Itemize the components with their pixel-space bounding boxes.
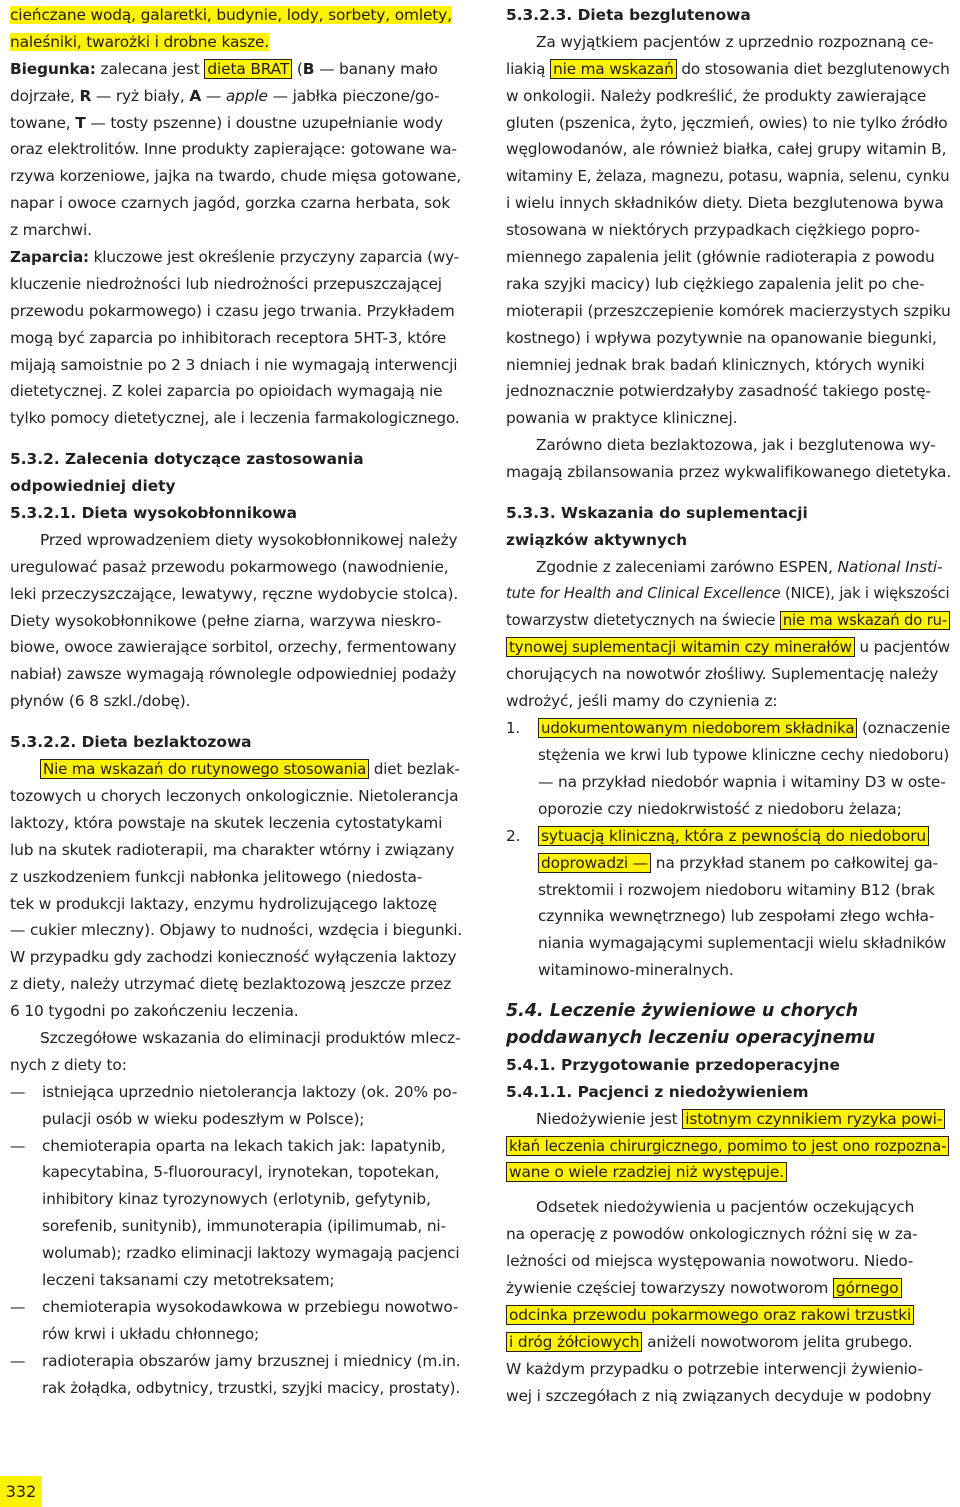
italic-text: apple — [225, 86, 268, 105]
highlighted-text: istotnym czynnikiem ryzyka powi- — [682, 1109, 945, 1129]
text-line: leżności od miejsca występowania nowotworu. Niedo- — [506, 1252, 914, 1271]
text-line — [506, 1133, 952, 1160]
list-item-continuation: kapecytabina, 5-fluorouracyl, irynotekan, topotekan, — [42, 1163, 440, 1182]
text: aniżeli nowotworom jelita grubego. — [642, 1332, 913, 1351]
text-line — [10, 110, 462, 137]
text-line: wej i szczegółach z nią związanych decyduje w podobny — [506, 1386, 932, 1405]
subsection-heading: 5.3.2.2. Dieta bezlaktozowa — [10, 733, 252, 752]
list-item — [10, 1348, 462, 1375]
highlighted-text: górnego — [833, 1278, 902, 1298]
text-line: uregulować pasaż przewodu pokarmowego (nawodnienie, — [10, 557, 449, 576]
text-line: z diety, należy utrzymać dietę bezlaktozową jeszcze przez — [10, 975, 452, 994]
bold-letter: T — [75, 113, 86, 132]
list-item-continuation — [506, 850, 952, 877]
text-line: węglowodanów, ale również białka, całej grupy witamin B, — [506, 140, 947, 159]
text-line: Odsetek niedożywienia u pacjentów oczekujących — [536, 1198, 915, 1217]
list-number: 2. — [506, 826, 521, 845]
text: na przykład stanem po całkowitej ga- — [651, 853, 939, 872]
text-line: witaminy E, żelaza, magnezu, potasu, wapnia, selenu, cynku — [506, 167, 950, 186]
text-line — [506, 56, 952, 83]
text: (oznaczenie — [857, 719, 951, 738]
section-heading: 5.3.2. Zalecenia dotyczące zastosowania — [10, 450, 364, 469]
text-line: mioterapii (przeszczepienie komórek macierzystych szpiku — [506, 301, 951, 320]
text-line — [10, 56, 462, 83]
dash-bullet: — — [10, 1136, 26, 1155]
text-line: oraz elektrolitów. Inne produkty zapierające: gotowane wa- — [10, 140, 457, 159]
section-heading: 5.3.3. Wskazania do suplementacji — [506, 504, 808, 523]
list-item-continuation: leczeni taksanami czy metotreksatem; — [42, 1270, 335, 1289]
italic-text: National Insti- — [837, 557, 943, 576]
dash-bullet: — — [10, 1082, 26, 1101]
subsection-heading: 5.4.1.1. Pacjenci z niedożywieniem — [506, 1082, 809, 1101]
text-line: lub na skutek radioterapii, ma charakter wtórny i związany — [10, 840, 455, 859]
list-item-continuation: czynnika wewnętrznego) lub zespołami złego wchła- — [538, 907, 935, 926]
list-item-continuation: wolumab); rzadko eliminacji laktozy wymagają pacjenci — [42, 1244, 460, 1263]
text: zalecana jest — [95, 59, 205, 78]
text-line: laktozy, która powstaje na skutek leczenia cytostatykami — [10, 813, 443, 832]
text: chemioterapia wysokodawkowa w przebiegu nowotwo- — [42, 1297, 459, 1316]
text-line: Szczegółowe wskazania do eliminacji produktów mlecz- — [40, 1028, 461, 1047]
text-line — [506, 1275, 952, 1302]
text-line: jednoznacznie potwierdzałyby zasadność takiego postę- — [506, 382, 931, 401]
text-line: 6 10 tygodni po zakończeniu leczenia. — [10, 1002, 299, 1021]
text-line — [10, 83, 462, 110]
dash-bullet: — — [10, 1297, 26, 1316]
page-number: 332 — [0, 1476, 42, 1507]
text: ( — [292, 59, 303, 78]
list-number: 1. — [506, 719, 520, 738]
text-line: magają zbilansowania przez wykwalifikowanego dietetyka. — [506, 463, 952, 482]
bold-letter: A — [189, 86, 202, 105]
text-line: tek w produkcji laktazy, enzymu hydrolizującego laktozę — [10, 894, 437, 913]
highlighted-text: sytuacją kliniczną, która z pewnością do niedoboru — [538, 826, 929, 846]
list-item-continuation: inhibitory kinaz tyrozynowych (erlotynib, gefytynib, — [42, 1190, 431, 1209]
text-line: tylko pomocy dietetycznej, ale i leczenia farmakologicznego. — [10, 409, 460, 428]
section-heading: 5.4.1. Przygotowanie przedoperacyjne — [506, 1055, 840, 1074]
list-item-continuation: rak żołądka, odbytnicy, trzustki, szyjki macicy, prostaty). — [42, 1378, 461, 1397]
text-line: napar i owoce czarnych jagód, gorzka czarna herbata, sok — [10, 194, 451, 213]
text-line: leki przeczyszczające, lewatywy, ręczne wydobycie stolca). — [10, 584, 459, 603]
highlighted-text: tynowej suplementacji witamin czy minerałów — [506, 637, 855, 657]
list-item — [506, 715, 952, 742]
text-line: Za wyjątkiem pacjentów z uprzednio rozpoznaną ce- — [536, 32, 934, 51]
text-line: z uszkodzeniem funkcji nabłonka jelitowego (niedosta- — [10, 867, 423, 886]
chapter-heading: 5.4. Leczenie żywieniowe u chorych — [506, 1001, 859, 1022]
list-item — [10, 1079, 462, 1106]
text-line: chorujących na nowotwór złośliwy. Suplementację należy — [506, 665, 939, 684]
bold-letter: B — [302, 59, 315, 78]
text-line: dietetycznej. Z kolei zaparcia po opioidach wymagają nie — [10, 382, 443, 401]
text: towarzystw dietetycznych na świecie — [506, 611, 780, 629]
text-line: powania w praktyce klinicznej. — [506, 409, 738, 428]
text-line — [10, 2, 462, 29]
text-line: mijają samoistnie po 2 3 dniach i nie wymagają interwencji — [10, 355, 458, 374]
text-line: Diety wysokobłonnikowe (pełne ziarna, warzywa nieskro- — [10, 611, 442, 630]
text-line — [506, 1106, 952, 1133]
list-item-continuation: oporozie czy niedokrwistość z niedoboru żelaza; — [538, 799, 902, 818]
text-line — [506, 554, 952, 581]
highlighted-text: cieńczane wodą, galaretki, budynie, lody, sorbety, omlety, — [10, 6, 452, 24]
highlighted-text: odcinka przewodu pokarmowego oraz rakowi trzustki — [506, 1305, 914, 1325]
list-item-continuation: strektomii i rozwojem niedoboru witaminy B12 (brak — [538, 880, 935, 899]
text: — ryż biały, — [91, 86, 190, 105]
text-line: — cukier mleczny). Objawy to nudności, wzdęcia i biegunki. — [10, 921, 463, 940]
text-line: stosowana w niektórych przypadkach ciężkiego popro- — [506, 221, 920, 240]
text-line: Zarówno dieta bezlaktozowa, jak i bezglutenowa wy- — [536, 436, 936, 455]
text: radioterapia obszarów jamy brzusznej i miednicy (m.in. — [42, 1351, 461, 1370]
text: do stosowania diet bezglutenowych — [676, 59, 950, 78]
text-line — [506, 1302, 952, 1329]
text-line: gluten (pszenica, żyto, jęczmień, owies) to nie tylko źródło — [506, 113, 948, 132]
list-item — [10, 1133, 462, 1160]
text-line: kostnego) i wpływa pozytywnie na opanowanie biegunki, — [506, 328, 937, 347]
text-line: mogą być zaparcia po inhibitorach receptora 5HT-3, które — [10, 328, 447, 347]
text-line: rzywa korzeniowe, jajka na twardo, chude mięsa gotowane, — [10, 167, 462, 186]
list-item-continuation: stężenia we krwi lub typowe kliniczne cechy niedoboru) — [538, 746, 950, 765]
text: kluczowe jest określenie przyczyny zaparcia (wy- — [88, 248, 459, 267]
list-item-continuation: — na przykład niedobór wapnia i witaminy D3 w oste- — [538, 772, 946, 791]
list-item-continuation: witaminowo-mineralnych. — [538, 961, 734, 980]
text: — banany mało — [314, 59, 438, 78]
text: żywienie częściej towarzyszy nowotworom — [506, 1278, 833, 1297]
text-line — [506, 608, 952, 635]
text-line — [506, 1159, 952, 1186]
text-line: nabiał) zawsze wymagają równolegle odpowiedniej podaży — [10, 665, 457, 684]
text-line: na operację z powodów onkologicznych różni się w za- — [506, 1225, 918, 1244]
highlighted-text: kłań leczenia chirurgicznego, pomimo to jest ono rozpozna- — [506, 1136, 949, 1156]
list-item-continuation: niania wymagającymi suplementacji wielu składników — [538, 934, 947, 953]
paragraph-label: Zaparcia: — [10, 248, 89, 267]
highlighted-text: nie ma wskazań do ru- — [780, 611, 950, 630]
text-line: niemniej jednak brak badań klinicznych, których wyniki — [506, 355, 925, 374]
text-line — [506, 634, 952, 661]
text: u pacjentów — [854, 638, 951, 657]
text-line: i wielu innych składników diety. Dieta bezglutenowa bywa — [506, 194, 944, 213]
right-column — [506, 2, 952, 1409]
text-line: nych z diety to: — [10, 1055, 127, 1074]
text: diet bezlak- — [369, 760, 460, 779]
text: dojrzałe, — [10, 86, 80, 105]
text: Zgodnie z zaleceniami zarówno ESPEN, — [536, 557, 838, 576]
text-line — [10, 244, 462, 271]
list-item-continuation: sorefenib, sunitynib), immunoterapia (ipilimumab, ni- — [42, 1217, 446, 1236]
highlighted-text: dieta BRAT — [204, 59, 292, 79]
highlighted-text: nie ma wskazań — [550, 59, 677, 79]
list-item — [10, 1294, 462, 1321]
text-line: kluczenie niedrożności lub niedrożności przepuszczającej — [10, 274, 442, 293]
italic-text: tute for Health and Clinical Excellence — [506, 584, 781, 602]
text-line: przewodu pokarmowego) i czasu jego trwania. Przykładem — [10, 301, 455, 320]
text-line: biowe, owoce zawierające sorbitol, orzechy, fermentowany — [10, 638, 457, 657]
list-item-continuation: rów krwi i układu chłonnego; — [42, 1324, 260, 1343]
bold-letter: R — [79, 86, 92, 105]
text-line: z marchwi. — [10, 221, 92, 240]
text: — jabłka pieczone/go- — [267, 86, 440, 105]
highlighted-text: Nie ma wskazań do rutynowego stosowania — [40, 759, 369, 779]
text: istniejąca uprzednio nietolerancja laktozy (ok. 20% po- — [42, 1082, 458, 1101]
text-line: tozowych u chorych leczonych onkologicznie. Nietolerancja — [10, 786, 459, 805]
subsection-heading: 5.3.2.3. Dieta bezglutenowa — [506, 6, 751, 24]
left-column — [10, 2, 462, 1401]
text-line: miennego zapalenia jelit (głównie radioterapia z powodu — [506, 248, 935, 267]
text-line: w onkologii. Należy podkreślić, że produkty zawierające — [506, 86, 927, 105]
chapter-heading: poddawanych leczeniu operacyjnemu — [506, 1027, 876, 1048]
list-item-continuation: pulacji osób w wieku podeszłym w Polsce); — [42, 1109, 365, 1128]
highlighted-text: doprowadzi — — [538, 853, 651, 873]
paragraph-label: Biegunka: — [10, 59, 96, 78]
section-heading: odpowiedniej diety — [10, 477, 176, 496]
list-item — [506, 823, 952, 850]
highlighted-text: wane o wiele rzadziej niż występuje. — [506, 1162, 787, 1182]
text-line: W każdym przypadku o potrzebie interwencji żywienio- — [506, 1359, 923, 1378]
text-line: Przed wprowadzeniem diety wysokobłonnikowej należy — [40, 530, 458, 549]
text-line — [10, 756, 462, 783]
text: chemioterapia oparta na lekach takich jak: lapatynib, — [42, 1136, 446, 1155]
text: towane, — [10, 113, 76, 132]
text-line: wdrożyć, jeśli mamy do czynienia z: — [506, 692, 778, 711]
highlighted-text: i dróg żółciowych — [506, 1332, 642, 1352]
text-line: W przypadku gdy zachodzi konieczność wyłączenia laktozy — [10, 948, 457, 967]
text-line: raka szyjki macicy) lub ciężkiego zapalenia jelit po che- — [506, 274, 925, 293]
highlighted-text: naleśniki, twarożki i drobne kasze. — [10, 32, 270, 51]
text-line — [506, 1329, 952, 1356]
highlighted-text: udokumentowanym niedoborem składnika — [538, 718, 857, 738]
section-heading: związków aktywnych — [506, 530, 688, 549]
text: — tosty pszenne) i doustne uzupełnianie wody — [85, 113, 443, 132]
subsection-heading: 5.3.2.1. Dieta wysokobłonnikowa — [10, 504, 298, 523]
text: liakią — [506, 59, 551, 78]
text: Niedożywienie jest — [536, 1109, 683, 1128]
text-line: płynów (6 8 szkl./dobę). — [10, 692, 191, 711]
text: (NICE), jak i większości — [780, 584, 950, 602]
text: — — [201, 86, 226, 105]
text-line — [10, 29, 462, 56]
dash-bullet: — — [10, 1351, 26, 1370]
text-line — [506, 581, 952, 608]
